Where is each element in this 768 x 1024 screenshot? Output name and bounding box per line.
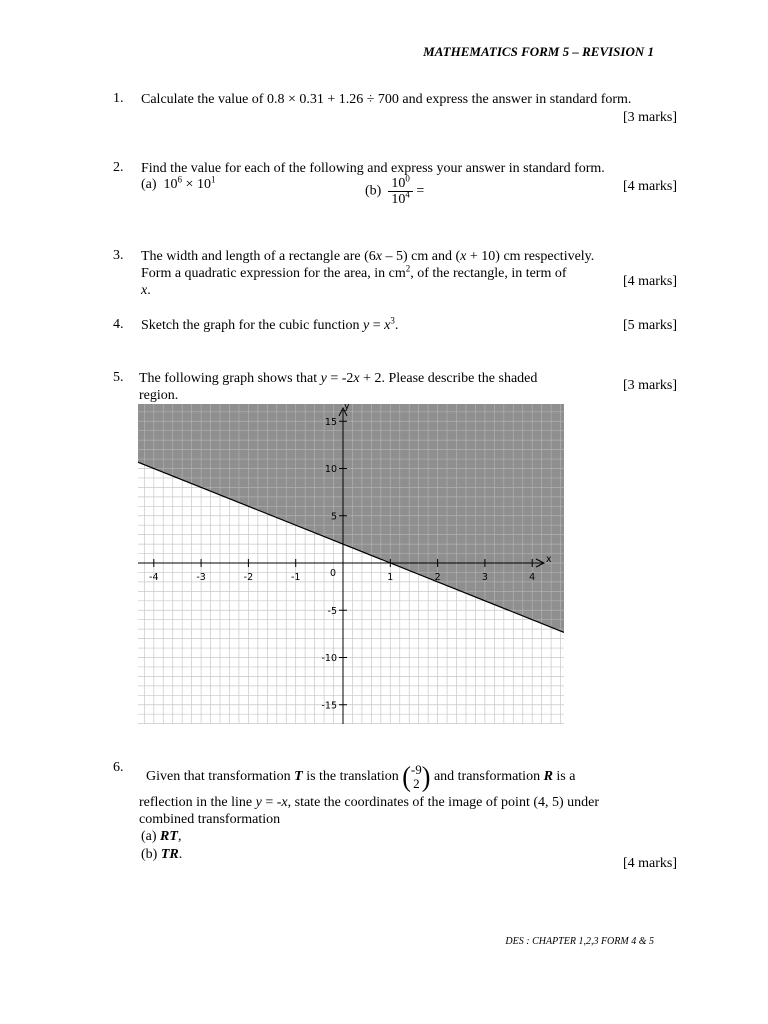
marks-label: [3 marks]	[622, 110, 677, 125]
question-text: Find the value for each of the following and express your answer in standard form.	[141, 161, 605, 176]
text-fragment: – 5) cm and (	[382, 249, 461, 264]
text-fragment: is a	[552, 769, 576, 784]
variable: x	[353, 371, 360, 386]
text-fragment: .	[178, 847, 183, 862]
part-label: (a)	[141, 829, 157, 844]
fraction	[388, 173, 413, 207]
question-text: Calculate the value of 0.8 × 0.31 + 1.26 ÷ 700 and express the answer in standard form.	[141, 92, 632, 107]
marks-label: [4 marks]	[622, 856, 677, 871]
x-axis-label: x	[546, 554, 552, 565]
text-fragment: = -2	[326, 371, 354, 386]
numerator: 10	[391, 176, 406, 191]
vector-bottom: 2	[413, 776, 420, 791]
text-fragment: .	[394, 318, 399, 333]
text-fragment: .	[147, 283, 151, 298]
power-base: 10	[196, 177, 211, 192]
x-tick-label: 2	[434, 572, 441, 583]
question-number: 1.	[113, 91, 124, 106]
right-parenthesis: )	[421, 760, 431, 793]
x-tick-label: 3	[481, 572, 488, 583]
y-tick-label: 5	[330, 511, 337, 523]
superscript: 2	[405, 263, 411, 274]
y-tick-label: -10	[321, 653, 337, 664]
denominator: 10	[391, 192, 406, 207]
transformation-T: T	[294, 769, 303, 784]
text-fragment: and transformation	[430, 769, 544, 784]
power-base: 10	[163, 177, 178, 192]
origin-label: 0	[329, 568, 336, 579]
question-text-line	[141, 249, 594, 265]
y-tick-label: -5	[327, 605, 337, 617]
text-fragment: Form a quadratic expression for the area, in cm	[141, 266, 406, 281]
variable: y	[320, 371, 327, 386]
x-tick-label: 4	[529, 572, 536, 583]
variable: x	[141, 283, 148, 298]
question-number: 6.	[113, 760, 124, 775]
variable: x	[384, 318, 391, 333]
variable: x	[281, 795, 288, 810]
marks-label: [3 marks]	[622, 378, 677, 393]
marks-label: [4 marks]	[622, 179, 677, 194]
question-text-line	[146, 760, 576, 793]
times-sign: ×	[185, 177, 194, 192]
denominator-exponent: 4	[405, 189, 410, 200]
superscript: 3	[390, 315, 395, 326]
marks-label: [5 marks]	[622, 318, 677, 333]
part-a	[141, 174, 216, 193]
question-number: 4.	[113, 317, 124, 332]
vector-top: -9	[410, 762, 422, 777]
part-b	[365, 173, 425, 207]
question-number: 5.	[113, 370, 124, 385]
variable: y	[255, 795, 262, 810]
question-text-line: combined transformation	[139, 812, 281, 827]
part-a	[141, 829, 181, 845]
x-tick-label: -4	[149, 572, 159, 583]
part-label: (a)	[141, 177, 157, 192]
y-tick-label: 10	[324, 464, 337, 475]
text-fragment: =	[369, 318, 385, 333]
question-text-line	[139, 371, 537, 387]
x-tick-label: -3	[196, 572, 206, 583]
text-fragment: = -	[261, 795, 282, 810]
question-text-line	[141, 283, 151, 299]
x-tick-label: 1	[387, 572, 394, 583]
question-text	[141, 315, 399, 334]
text-fragment: , state the coordinates of the image of point (4, 5) under	[287, 795, 600, 810]
text-fragment: + 10) cm respectively.	[466, 249, 595, 264]
text-fragment: ,	[177, 829, 182, 844]
linear-inequality-graph	[138, 404, 564, 724]
page-footer: DES : CHAPTER 1,2,3 FORM 4 & 5	[505, 936, 654, 947]
question-text-line	[141, 263, 567, 282]
y-tick-label: -15	[321, 700, 337, 712]
variable: y	[362, 318, 370, 333]
part-b	[141, 847, 182, 863]
text-fragment: The width and length of a rectangle are (6	[141, 249, 376, 264]
text-fragment: reflection in the line	[139, 795, 256, 810]
x-tick-label: -1	[290, 572, 301, 583]
text-fragment: + 2. Please describe the shaded	[359, 371, 538, 386]
part-text: TR	[160, 847, 179, 862]
page-header: MATHEMATICS FORM 5 – REVISION 1	[423, 44, 654, 59]
y-axis-label: y	[344, 404, 350, 412]
text-fragment: The following graph shows that	[139, 371, 321, 386]
text-fragment: is the translation	[302, 769, 403, 784]
text-fragment: Sketch the graph for the cubic function	[141, 318, 363, 333]
question-text-line	[139, 795, 599, 811]
part-text: RT	[160, 829, 178, 844]
variable: x	[460, 249, 467, 264]
left-parenthesis: (	[402, 760, 411, 793]
power-exponent: 6	[177, 174, 183, 185]
marks-label: [4 marks]	[622, 274, 677, 289]
text-fragment: Given that transformation	[146, 769, 295, 784]
variable: x	[375, 249, 383, 264]
text-fragment: , of the rectangle, in term of	[410, 266, 567, 281]
power-exponent: 1	[210, 174, 216, 185]
question-number: 3.	[113, 248, 124, 263]
part-label: (b)	[141, 847, 158, 862]
x-tick-label: -2	[243, 572, 254, 583]
numerator-exponent: 0	[405, 173, 410, 184]
y-tick-label: 15	[324, 416, 337, 428]
part-label: (b)	[365, 183, 382, 199]
question-text-line: region.	[139, 388, 179, 403]
question-number: 2.	[113, 160, 124, 175]
equals-sign: =	[416, 183, 425, 199]
translation-vector	[411, 763, 422, 791]
transformation-R: R	[543, 769, 553, 784]
